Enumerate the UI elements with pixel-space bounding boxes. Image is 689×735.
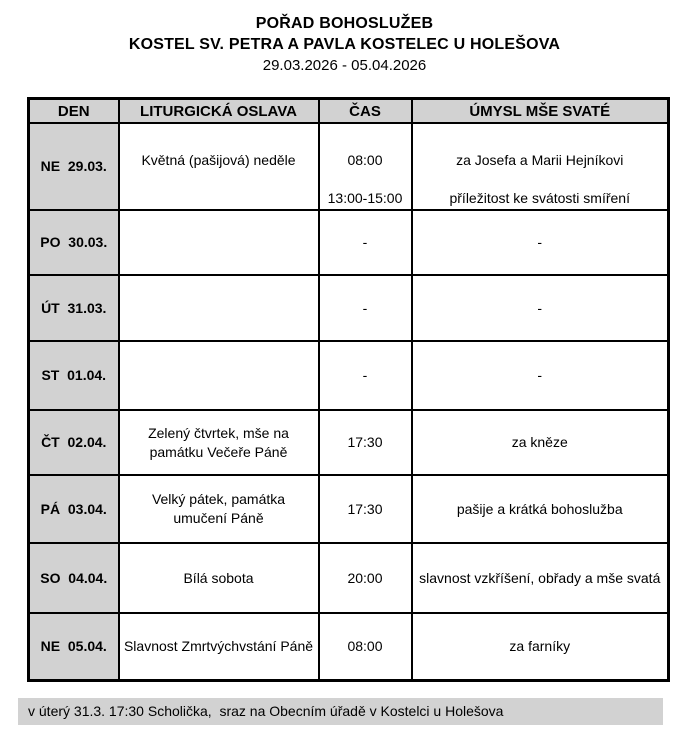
time-line: 13:00-15:00 (327, 190, 403, 206)
time-cell: - (319, 275, 412, 341)
day-cell: PÁ 03.04. (29, 475, 119, 543)
time-cell: 20:00 (319, 543, 412, 613)
table-row (29, 543, 669, 613)
intention-cell: - (412, 275, 669, 341)
time-cell (319, 123, 412, 210)
schedule-table (27, 97, 670, 682)
liturgy-cell: Bílá sobota (119, 543, 319, 613)
liturgy-cell (119, 275, 319, 341)
liturgy-cell: Zelený čtvrtek, mše na památku Večeře Páně (119, 410, 319, 475)
table-row (29, 613, 669, 680)
time-cell: 17:30 (319, 410, 412, 475)
col-header-umysl: ÚMYSL MŠE SVATÉ (412, 99, 669, 124)
table-row (29, 210, 669, 275)
time-cell: - (319, 210, 412, 275)
day-cell: NE 05.04. (29, 613, 119, 680)
day-cell: NE 29.03. (29, 123, 119, 210)
intention-lines (417, 124, 664, 208)
table-row (29, 275, 669, 341)
table-row (29, 475, 669, 543)
col-header-den: DEN (29, 99, 119, 124)
liturgy-cell: Velký pátek, památka umučení Páně (119, 475, 319, 543)
table-row (29, 410, 669, 475)
time-cell: 17:30 (319, 475, 412, 543)
time-line: 08:00 (347, 152, 383, 168)
intention-cell: - (412, 210, 669, 275)
footer-note-text: v úterý 31.3. 17:30 Scholička, sraz na Obecním úřadě v Kostelci u Holešova (28, 703, 504, 719)
footer-note-bar (18, 698, 663, 725)
table-row (29, 341, 669, 410)
day-cell: ST 01.04. (29, 341, 119, 410)
liturgy-cell (119, 341, 319, 410)
page-header (0, 0, 689, 76)
table-header-row (29, 99, 669, 124)
day-cell: SO 04.04. (29, 543, 119, 613)
col-header-oslava: LITURGICKÁ OSLAVA (119, 99, 319, 124)
time-cell: 08:00 (319, 613, 412, 680)
intention-cell (412, 123, 669, 210)
day-cell: PO 30.03. (29, 210, 119, 275)
table-row (29, 123, 669, 210)
intention-cell: slavnost vzkříšení, obřady a mše svatá (412, 543, 669, 613)
page-title: POŘAD BOHOSLUŽEB (255, 15, 434, 32)
col-header-cas: ČAS (319, 99, 412, 124)
day-cell: ÚT 31.03. (29, 275, 119, 341)
church-name: KOSTEL SV. PETRA A PAVLA KOSTELEC U HOLEŠOVA (128, 36, 561, 53)
intention-cell: za farníky (412, 613, 669, 680)
time-cell: - (319, 341, 412, 410)
liturgy-cell: Slavnost Zmrtvýchvstání Páně (119, 613, 319, 680)
intention-cell: za kněze (412, 410, 669, 475)
liturgy-cell: Květná (pašijová) neděle (119, 123, 319, 210)
time-lines (324, 124, 407, 208)
intention-cell: - (412, 341, 669, 410)
intention-line: za Josefa a Marii Hejníkovi (456, 152, 624, 168)
date-range: 29.03.2026 - 05.04.2026 (262, 57, 427, 74)
liturgy-cell (119, 210, 319, 275)
intention-line: příležitost ke svátosti smíření (449, 190, 630, 206)
day-cell: ČT 02.04. (29, 410, 119, 475)
intention-cell: pašije a krátká bohoslužba (412, 475, 669, 543)
